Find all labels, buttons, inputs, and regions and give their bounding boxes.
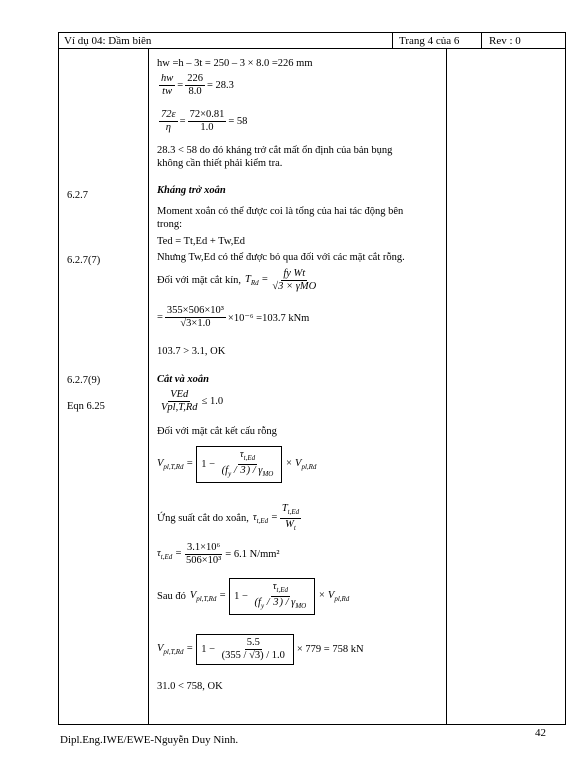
header-divider bbox=[58, 48, 566, 49]
tau-num: 3.1×10⁶ bbox=[187, 542, 221, 553]
ref-clause-3: 6.2.7(9) bbox=[67, 375, 101, 386]
ratio1-num2: 226 bbox=[187, 73, 203, 84]
final-result: × 779 = 758 kN bbox=[296, 644, 364, 655]
trd-num: fy Wt bbox=[283, 268, 306, 279]
header-divider-rev bbox=[481, 32, 482, 48]
tau-result: = 6.1 N/mm² bbox=[225, 549, 280, 560]
ted-line: Ted = Tt,Ed + Tw,Ed bbox=[157, 236, 246, 247]
tau-label: Ứng suất cắt do xoắn, bbox=[157, 513, 249, 525]
ratio2-result: = 58 bbox=[228, 116, 248, 127]
vpl-then-formula: Sau đó $V_{pl,T,Rd}$ = 1 − $\frac{\tau_{t,Ed}}{(f_y / 3) / \gamma_{MO}}$ × $V_{pl,Rd}$ bbox=[157, 578, 349, 615]
ratio1-num: hw bbox=[161, 73, 174, 84]
ref-clause-2: 6.2.7(7) bbox=[67, 255, 101, 266]
page-indicator: Trang 4 của 6 bbox=[399, 35, 460, 47]
final-num: 5.5 bbox=[246, 637, 260, 648]
trd-formula: Đối với mặt cắt kín, $T_{Rd}$ = $\frac{\text{fy Wt}}{\text{√3 × γMO}}$ bbox=[157, 268, 317, 292]
calc-result: ×10⁻⁶ =103.7 kNm bbox=[227, 312, 310, 324]
doc-title: Ví dụ 04: Dầm biên bbox=[64, 35, 152, 47]
interaction-ineq bbox=[157, 389, 223, 414]
trd-calc: = $\frac{\text{355×506×10³}}{√3\times 1.0}$ ×10⁻⁶ =103.7 kNm bbox=[157, 305, 310, 329]
check-torsion: 103.7 > 3.1, OK bbox=[157, 346, 226, 357]
para-torsion-1: Moment xoắn có thể được coi là tổng của hai tác động bên bbox=[157, 206, 404, 217]
hw-line: hw =h – 3t = 250 – 3 × 8.0 =226 mm bbox=[157, 58, 313, 69]
ref-clause-1: 6.2.7 bbox=[67, 190, 88, 201]
vpl-general-formula: $V_{pl,T,Rd}$ = 1 − $\frac{\tau_{t,Ed}}{(f_y / 3) / \gamma_{MO}}$ × $V_{pl,Rd}$ bbox=[157, 446, 316, 483]
calc-num: 355×506×10³ bbox=[166, 305, 224, 316]
tau-calc: $\tau_{t,Ed}$ = $\frac{\text{3.1×10⁶}}{\text{506×10³}}$ = 6.1 N/mm² bbox=[157, 542, 280, 566]
ratio2-den: η bbox=[165, 122, 171, 133]
para-torsion-2: trong: bbox=[157, 219, 183, 230]
hollow-section-label: Đối với mặt cắt kết cấu rỗng bbox=[157, 426, 277, 437]
closed-section-label: Đối với mặt cắt kín, bbox=[157, 275, 241, 286]
ratio2-num2: 72×0.81 bbox=[189, 109, 225, 120]
col-divider-right bbox=[446, 48, 447, 725]
ratio-epsilon: $\frac{72\varepsilon}{\eta}$ = $\frac{72\times 0.81}{1.0}$ = 58 bbox=[161, 109, 248, 133]
col-divider-left bbox=[148, 48, 149, 725]
footer-page-number: 42 bbox=[535, 727, 546, 739]
ratio1-den: tw bbox=[162, 86, 173, 97]
vpl-final-calc: $V_{pl,T,Rd}$ = 1 − $\frac{5.5}{(355 / √3) / 1.0}$ × 779 = 758 kN bbox=[157, 634, 364, 665]
calc-den: √3×1.0 bbox=[180, 318, 211, 329]
trd-den: √3 × γMO bbox=[272, 281, 317, 292]
ineq-den: Vpl,T,Rd bbox=[161, 402, 198, 413]
para-buckling-2: không cần thiết phải kiểm tra. bbox=[157, 158, 283, 169]
ratio-hw-tw: $\frac{hw}{tw}$ = $\frac{226}{8.0}$ = 28.3 bbox=[161, 73, 234, 97]
ratio1-den2: 8.0 bbox=[188, 86, 202, 97]
para-buckling-1: 28.3 < 58 do đó kháng trở cắt mất ổn định của bản bụng bbox=[157, 145, 393, 156]
header-divider-page bbox=[392, 32, 393, 48]
revision: Rev : 0 bbox=[489, 35, 521, 47]
ratio1-result: = 28.3 bbox=[206, 80, 234, 91]
ratio2-den2: 1.0 bbox=[200, 122, 214, 133]
ineq-num: VEd bbox=[170, 389, 189, 400]
ref-equation: Eqn 6.25 bbox=[67, 401, 105, 412]
footer-author: Dipl.Eng.IWE/EWE-Nguyễn Duy Ninh. bbox=[60, 734, 239, 746]
heading-torsion: Kháng trở xoắn bbox=[157, 185, 226, 196]
then-label: Sau đó bbox=[157, 591, 186, 603]
check-shear: 31.0 < 758, OK bbox=[157, 681, 223, 692]
ineq-result: ≤ 1.0 bbox=[201, 396, 224, 407]
ratio2-num: 72ε bbox=[161, 109, 176, 120]
para-torsion-3: Nhưng Tw,Ed có thể được bỏ qua đối với các mặt cắt rỗng. bbox=[157, 252, 405, 263]
tau-den: 506×10³ bbox=[185, 555, 222, 566]
final-den: (355 / √3) / 1.0 bbox=[221, 650, 285, 661]
tau-definition: Ứng suất cắt do xoắn, $\tau_{t,Ed}$ = $\frac{T_{t,Ed}}{W_t}$ bbox=[157, 503, 300, 533]
heading-shear-torsion: Cắt và xoắn bbox=[157, 374, 209, 385]
table-frame bbox=[58, 32, 566, 725]
